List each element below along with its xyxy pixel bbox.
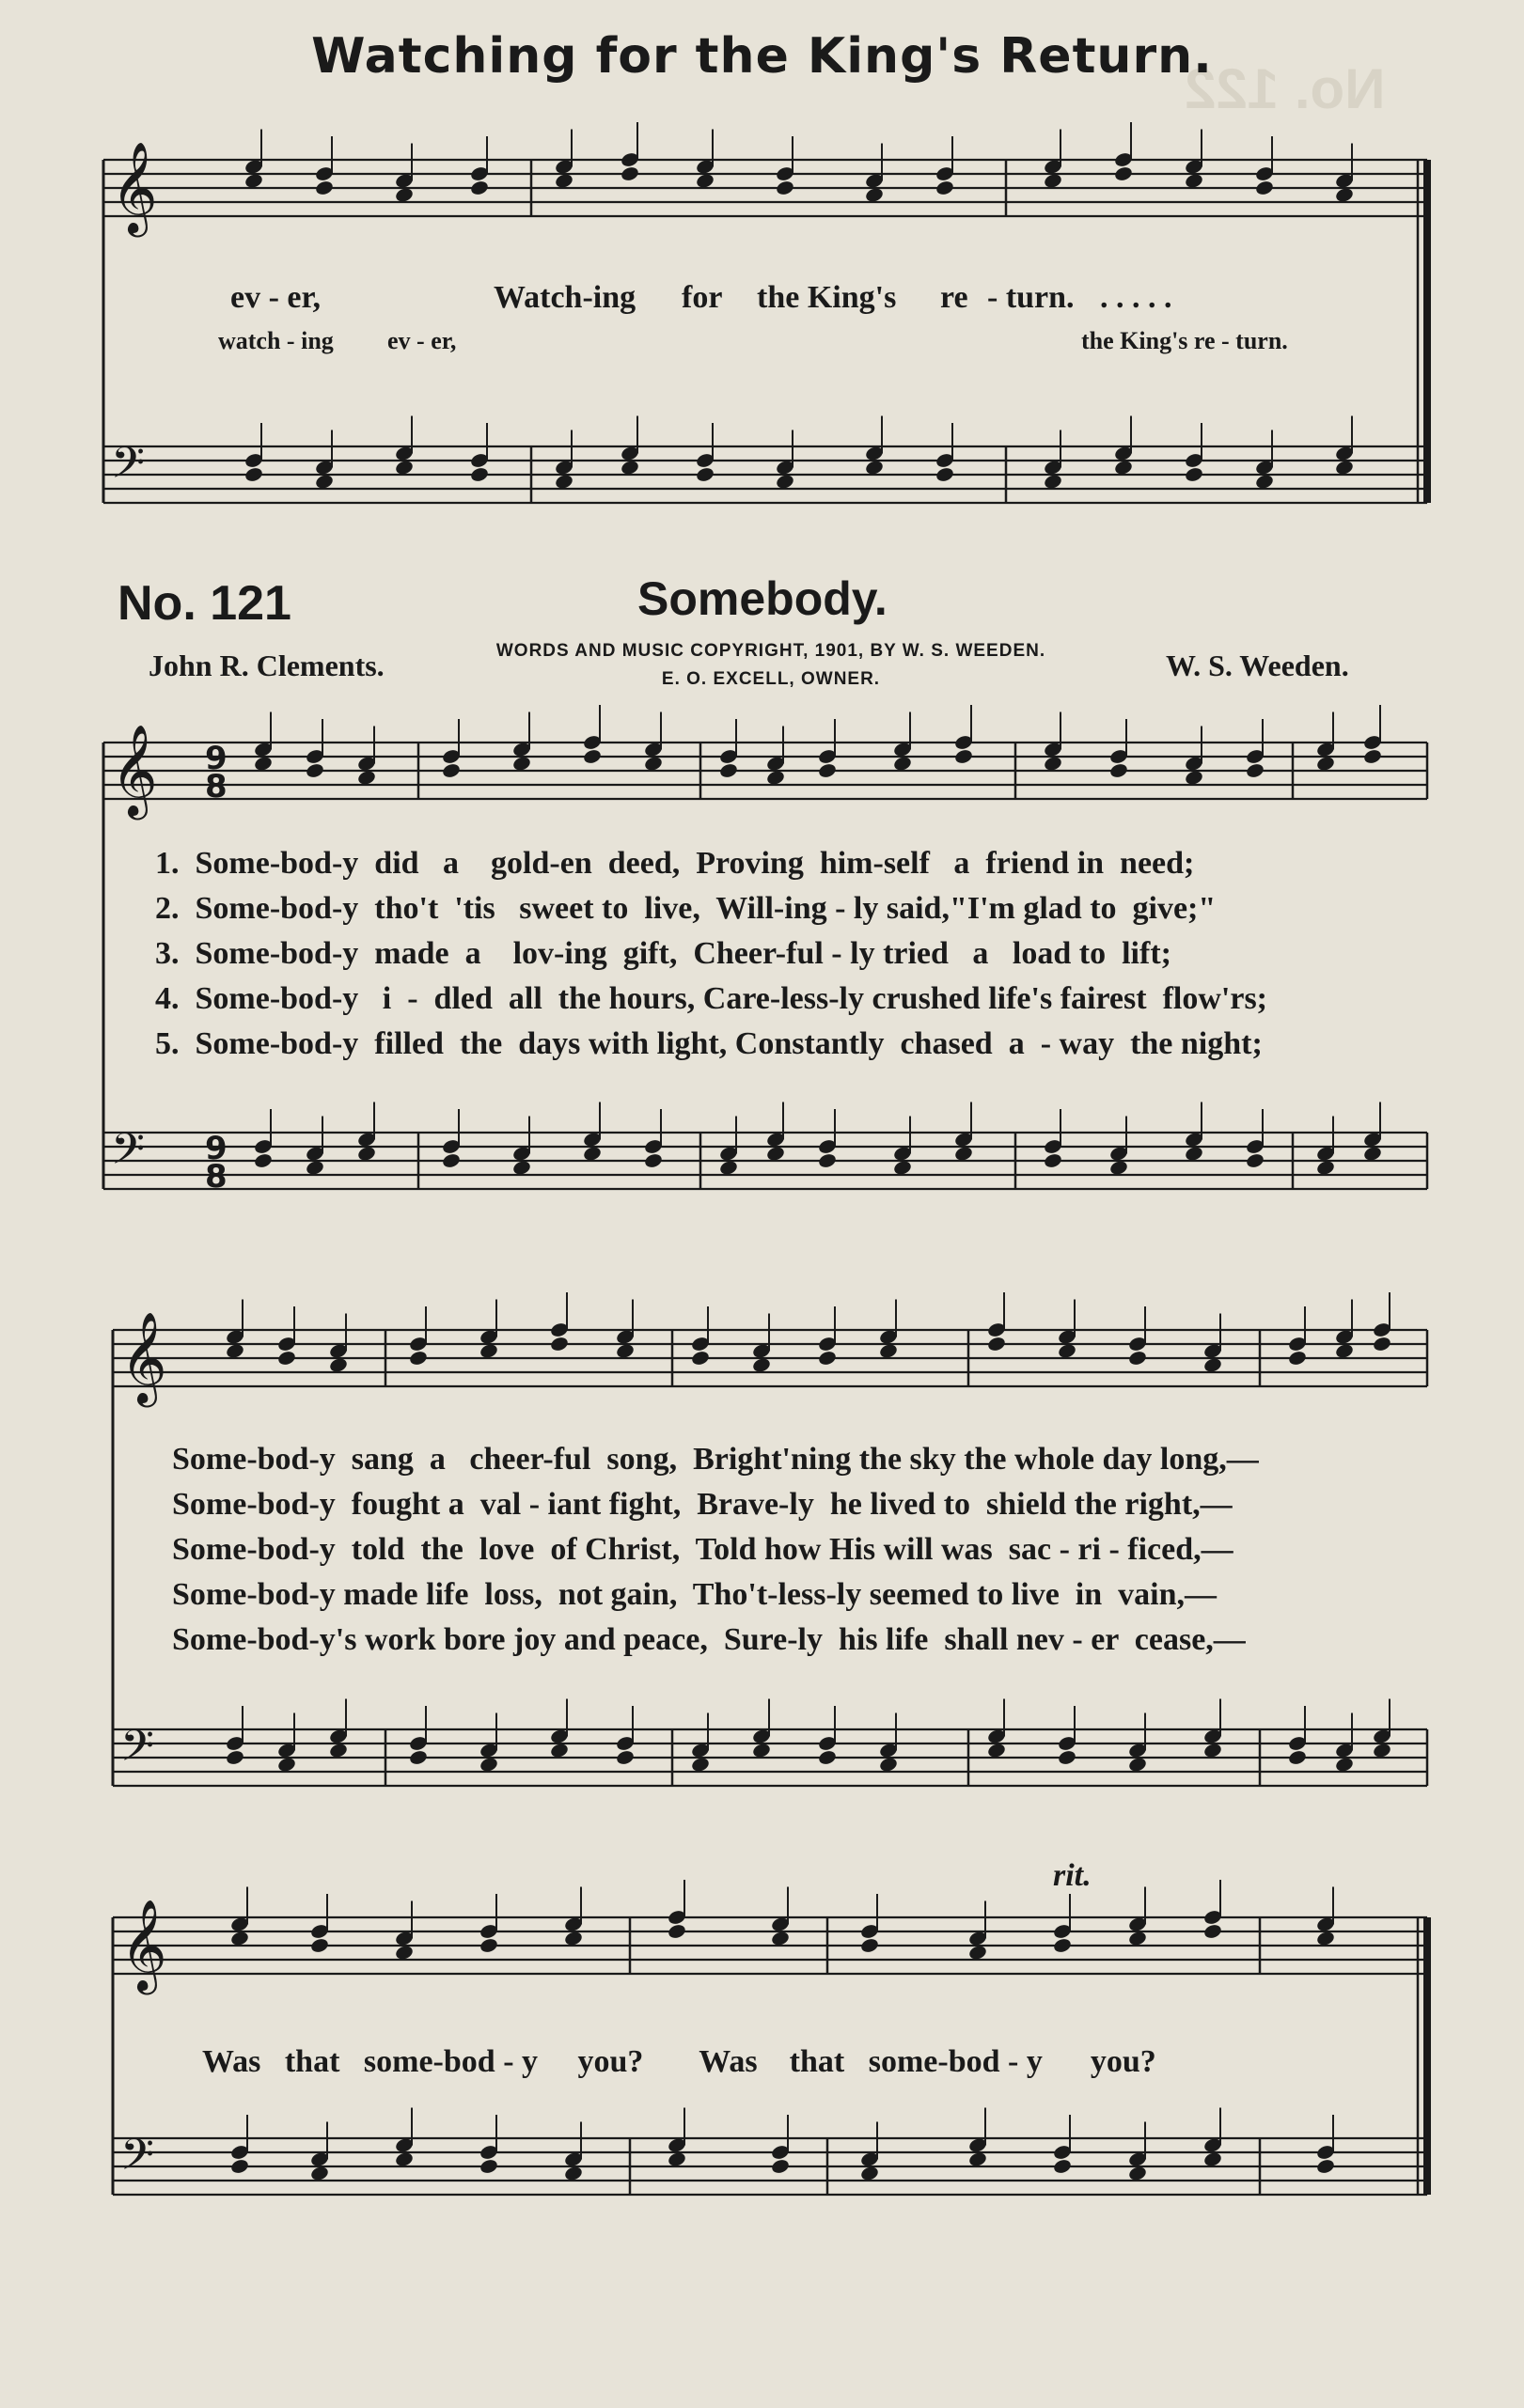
note-head: [305, 762, 324, 779]
note-head: [817, 1749, 837, 1766]
time-signature: 8: [205, 1158, 228, 1196]
verse-3-line-1: 3. Some-bod-y made a lov-ing gift, Cheer-ful - ly tried a load to lift;: [155, 936, 1171, 971]
bass-clef: 𝄢: [111, 438, 146, 499]
verse-3-line-2: Some-bod-y told the love of Christ, Told how His will was sac - ri - ficed,—: [172, 1532, 1233, 1567]
note-head: [225, 1749, 244, 1766]
note-head: [1372, 1336, 1391, 1353]
words-credit: John R. Clements.: [149, 649, 385, 682]
note-head: [667, 1923, 686, 1940]
prev-lyric-6: - turn.: [987, 280, 1075, 315]
note-head: [1362, 748, 1382, 765]
time-signature: 9: [205, 740, 228, 777]
prev-lyric-7: . . . . .: [1100, 280, 1172, 315]
note-head: [1254, 180, 1274, 196]
verse-4-line-2: Some-bod-y made life loss, not gain, Tho't-less-ly seemed to live in vain,—: [172, 1577, 1217, 1612]
note-head: [1315, 2158, 1335, 2175]
note-head: [253, 1152, 273, 1169]
note-head: [1108, 762, 1128, 779]
tempo-marking: rit.: [1053, 1858, 1092, 1893]
prev-lyric-3: for: [682, 280, 723, 315]
note-head: [582, 748, 602, 765]
note-head: [1202, 1923, 1222, 1940]
note-head: [859, 1937, 879, 1954]
note-head: [1113, 165, 1133, 182]
time-signature: 9: [205, 1130, 228, 1167]
note-head: [718, 762, 738, 779]
note-head: [615, 1749, 635, 1766]
note-head: [1127, 1350, 1147, 1367]
note-head: [549, 1336, 569, 1353]
note-head: [775, 180, 794, 196]
bass-clef: 𝄢: [111, 1124, 146, 1185]
treble-clef: 𝄞: [120, 1899, 167, 1991]
verse-5-line-2: Some-bod-y's work bore joy and peace, Sure-ly his life shall nev - er cease,—: [172, 1622, 1246, 1657]
note-head: [1057, 1749, 1076, 1766]
previous-hymn-title: Watching for the King's Return.: [311, 28, 1213, 85]
time-signature: 8: [205, 768, 228, 805]
verse-5-line-1: 5. Some-bod-y filled the days with light, Constantly chased a - way the night;: [155, 1026, 1263, 1061]
note-head: [986, 1336, 1006, 1353]
copyright-line-2: E. O. EXCELL, OWNER.: [661, 669, 881, 689]
note-head: [314, 180, 334, 196]
note-head: [953, 748, 973, 765]
final-barline: [1423, 160, 1431, 503]
prev-bass-lyric-1: watch - ing: [218, 327, 334, 354]
note-head: [620, 165, 639, 182]
verse-2-line-1: 2. Some-bod-y tho't 'tis sweet to live, Will-ing - ly said,"I'm glad to give;": [155, 891, 1217, 926]
note-head: [1052, 1937, 1072, 1954]
note-head: [770, 2158, 790, 2175]
note-head: [817, 1350, 837, 1367]
bass-clef: 𝄢: [120, 1721, 155, 1782]
final-barline: [1423, 1917, 1431, 2195]
bleed-through-text: No. 122: [1185, 57, 1386, 120]
refrain-line: Was that some-bod - y you? Was that some-bod - y you?: [202, 2044, 1156, 2079]
note-head: [1287, 1350, 1307, 1367]
bass-clef: 𝄢: [120, 2130, 155, 2191]
note-head: [469, 180, 489, 196]
note-head: [479, 1937, 498, 1954]
hymn-title: Somebody.: [637, 572, 888, 625]
prev-bass-lyric-2: ev - er,: [387, 327, 457, 354]
note-head: [244, 466, 263, 483]
note-head: [1184, 466, 1203, 483]
note-head: [441, 1152, 461, 1169]
note-head: [1052, 2158, 1072, 2175]
prev-lyric-5: re: [940, 280, 968, 315]
note-head: [408, 1350, 428, 1367]
copyright-line-1: WORDS AND MUSIC COPYRIGHT, 1901, BY W. S. WEEDEN.: [495, 641, 1046, 661]
note-head: [695, 466, 715, 483]
note-head: [469, 466, 489, 483]
treble-clef: 𝄞: [111, 724, 158, 816]
treble-clef: 𝄞: [120, 1311, 167, 1403]
verse-2-line-2: Some-bod-y fought a val - iant fight, Brave-ly he lived to shield the right,—: [172, 1487, 1233, 1522]
note-head: [309, 1937, 329, 1954]
music-credit: W. S. Weeden.: [1166, 649, 1349, 682]
treble-clef: 𝄞: [111, 141, 158, 233]
note-head: [479, 2158, 498, 2175]
note-head: [441, 762, 461, 779]
note-head: [817, 762, 837, 779]
note-head: [229, 2158, 249, 2175]
note-head: [1245, 762, 1265, 779]
note-head: [1287, 1749, 1307, 1766]
note-head: [1245, 1152, 1265, 1169]
verse-4-line-1: 4. Some-bod-y i - dled all the hours, Care-less-ly crushed life's fairest flow'rs;: [155, 981, 1267, 1016]
verse-1-line-2: Some-bod-y sang a cheer-ful song, Bright'ning the sky the whole day long,—: [172, 1442, 1259, 1477]
note-head: [817, 1152, 837, 1169]
prev-lyric-1: ev - er,: [230, 280, 321, 315]
note-head: [276, 1350, 296, 1367]
prev-lyric-4: the King's: [757, 280, 897, 315]
hymn-number: No. 121: [118, 576, 291, 631]
note-head: [935, 466, 954, 483]
note-head: [408, 1749, 428, 1766]
note-head: [643, 1152, 663, 1169]
prev-lyric-2: Watch-ing: [494, 280, 636, 315]
note-head: [690, 1350, 710, 1367]
verse-1-line-1: 1. Some-bod-y did a gold-en deed, Proving him-self a friend in need;: [155, 846, 1195, 881]
note-head: [1043, 1152, 1062, 1169]
prev-bass-lyric-3: the King's re - turn.: [1081, 327, 1288, 354]
note-head: [935, 180, 954, 196]
